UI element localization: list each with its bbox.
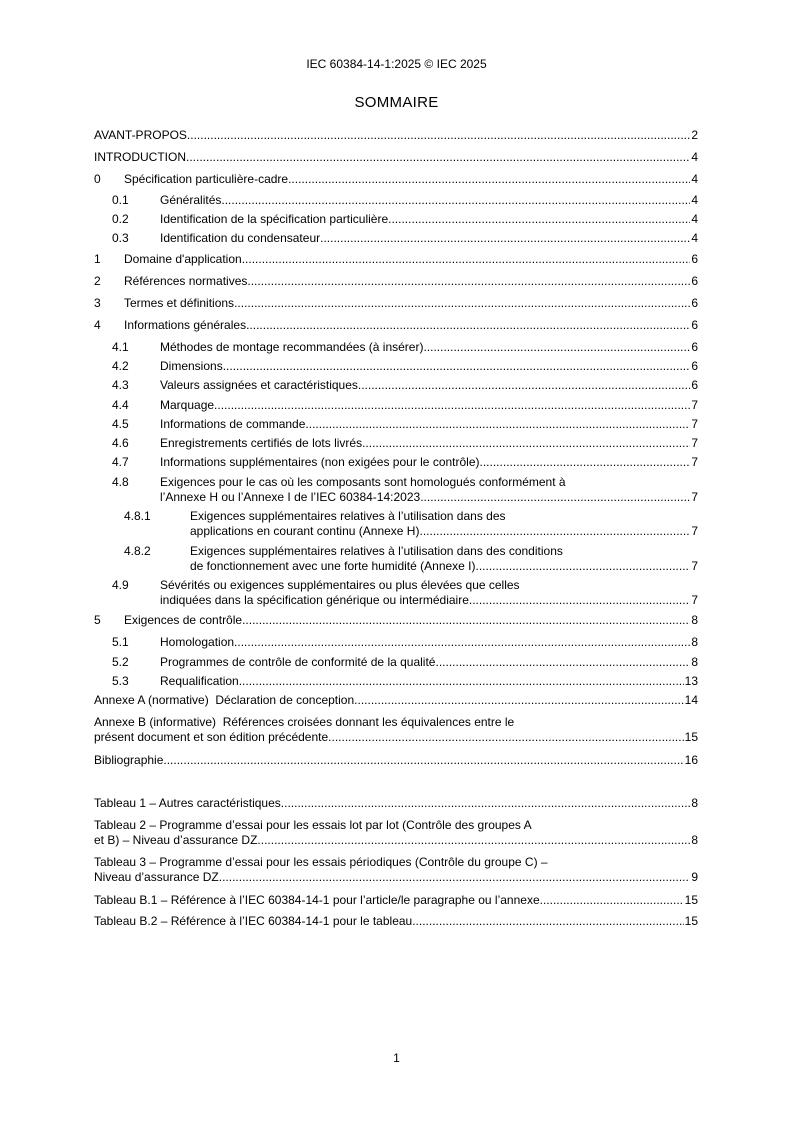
toc-entry-4[interactable] <box>94 318 698 333</box>
toc-entry-5-1[interactable] <box>112 635 698 650</box>
toc-entry-number: 0.3 <box>112 231 129 245</box>
page-header: IEC 60384-14-1:2025 © IEC 2025 <box>306 57 487 71</box>
table-list-entry-3[interactable] <box>94 855 698 885</box>
table-list-entry-2[interactable] <box>94 818 698 848</box>
table-entry-label: Tableau B.2 – Référence à l’IEC 60384-14-1 pour le tableau <box>94 914 413 928</box>
toc-entry-number: 4.1 <box>112 340 129 354</box>
toc-entry-page: 7 <box>691 593 698 607</box>
toc-entry-label: Termes et définitions <box>124 296 235 310</box>
page-title: SOMMAIRE <box>354 94 439 111</box>
toc-entry-page: 14 <box>684 693 698 707</box>
toc-entry-label: applications en courant continu (Annexe H) <box>190 524 420 538</box>
toc-entry-number: 2 <box>94 274 101 288</box>
toc-entry-label: indiquées dans la spécification générique ou intermédiaire <box>160 593 469 607</box>
toc-entry-label: de fonctionnement avec une forte humidité (Annexe I) <box>190 559 476 573</box>
toc-entry-page: 7 <box>691 559 698 573</box>
toc-entry-label: l’Annexe H ou l’Annexe I de l’IEC 60384-14:2023 <box>160 490 421 504</box>
toc-entry-number: 4.6 <box>112 436 129 450</box>
table-entry-page: 8 <box>691 833 698 847</box>
toc-entry-page: 7 <box>691 524 698 538</box>
table-entry-label: Tableau B.1 – Référence à l’IEC 60384-14-1 pour l’article/le paragraphe ou l’annexe <box>94 893 540 907</box>
toc-entry-4-2[interactable] <box>112 359 698 374</box>
toc-entry-4-6[interactable] <box>112 436 698 451</box>
toc-entry-5[interactable] <box>94 613 698 628</box>
toc-entry-label: Informations de commande <box>160 417 306 431</box>
toc-entry-label: Marquage <box>160 398 215 412</box>
toc-entry-number: 0 <box>94 172 101 186</box>
toc-entry-bibliographie[interactable] <box>94 753 698 768</box>
toc-entry-label: Identification de la spécification particulière <box>160 212 389 226</box>
toc-entry-0-1[interactable] <box>112 193 698 208</box>
toc-entry-label: Bibliographie <box>94 753 164 767</box>
toc-entry-4-8[interactable] <box>112 475 698 505</box>
toc-entry-page: 4 <box>691 150 698 164</box>
toc-entry-page: 13 <box>684 674 698 688</box>
toc-entry-number: 4.3 <box>112 378 129 392</box>
toc-entry-page: 4 <box>691 193 698 207</box>
toc-entry-page: 4 <box>691 212 698 226</box>
toc-entry-label: Exigences de contrôle <box>124 613 243 627</box>
toc-entry-4-7[interactable] <box>112 455 698 470</box>
toc-entry-page: 7 <box>691 455 698 469</box>
toc-entry-4-1[interactable] <box>112 340 698 355</box>
toc-entry-4-4[interactable] <box>112 398 698 413</box>
toc-entry-label: Informations générales <box>124 318 247 332</box>
table-entry-page: 15 <box>684 893 698 907</box>
toc-entry-page: 6 <box>691 318 698 332</box>
toc-entry-page: 7 <box>691 417 698 431</box>
toc-entry-annexe-a[interactable] <box>94 693 698 708</box>
toc-entry-label: Domaine d'application <box>124 252 242 266</box>
page-number: 1 <box>393 1051 400 1065</box>
toc-entry-label: Références normatives <box>124 274 248 288</box>
toc-entry-page: 4 <box>691 172 698 186</box>
toc-entry-page: 4 <box>691 231 698 245</box>
toc-entry-number: 5.2 <box>112 655 129 669</box>
toc-entry-number: 4.5 <box>112 417 129 431</box>
toc-entry-4-5[interactable] <box>112 417 698 432</box>
toc-entry-label: Annexe A (normative) Déclaration de conception <box>94 693 355 707</box>
toc-entry-number: 4.9 <box>112 578 129 592</box>
toc-entry-number: 5.3 <box>112 674 129 688</box>
toc-entry-label: Programmes de contrôle de conformité de la qualité <box>160 655 436 669</box>
table-entry-page: 8 <box>691 796 698 810</box>
toc-entry-number: 4.8.2 <box>124 544 151 558</box>
toc-entry-page: 8 <box>691 635 698 649</box>
toc-entry-page: 16 <box>684 753 698 767</box>
toc-entry-number: 0.2 <box>112 212 129 226</box>
table-entry-label: Tableau 1 – Autres caractéristiques <box>94 796 281 810</box>
toc-entry-label-line1: Exigences supplémentaires relatives à l’utilisation dans des conditions <box>190 544 563 558</box>
toc-entry-1[interactable] <box>94 252 698 267</box>
toc-entry-number: 4.7 <box>112 455 129 469</box>
toc-entry-4-3[interactable] <box>112 378 698 393</box>
toc-entry-avant-propos[interactable] <box>94 128 698 143</box>
toc-entry-page: 6 <box>691 378 698 392</box>
toc-entry-label-line1: Exigences pour le cas où les composants sont homologués conformément à <box>160 475 566 489</box>
toc-entry-label: Enregistrements certifiés de lots livrés <box>160 436 363 450</box>
toc-entry-page: 15 <box>684 730 698 744</box>
toc-entry-label: AVANT-PROPOS <box>94 128 187 142</box>
toc-entry-label: présent document et son édition précédente <box>94 730 329 744</box>
toc-entry-page: 7 <box>691 490 698 504</box>
toc-entry-page: 6 <box>691 359 698 373</box>
toc-entry-label: Méthodes de montage recommandées (à insérer) <box>160 340 424 354</box>
toc-entry-page: 6 <box>691 296 698 310</box>
toc-entry-label: Informations supplémentaires (non exigées pour le contrôle) <box>160 455 480 469</box>
toc-entry-annexe-b[interactable] <box>94 715 698 745</box>
toc-entry-number: 4.8 <box>112 475 129 489</box>
toc-entry-number: 0.1 <box>112 193 129 207</box>
toc-entry-label-line1: Annexe B (informative) Références croisées donnant les équivalences entre le <box>94 715 515 729</box>
toc-entry-label: Spécification particulière-cadre <box>124 172 289 186</box>
toc-entry-3[interactable] <box>94 296 698 311</box>
toc-entry-number: 4.8.1 <box>124 509 151 523</box>
toc-entry-0[interactable] <box>94 172 698 187</box>
toc-entry-2[interactable] <box>94 274 698 289</box>
toc-entry-label: Requalification <box>160 674 239 688</box>
toc-entry-page: 8 <box>691 613 698 627</box>
toc-entry-4-9[interactable] <box>112 578 698 608</box>
toc-entry-page: 7 <box>691 398 698 412</box>
toc-entry-page: 8 <box>691 655 698 669</box>
toc-entry-page: 6 <box>691 340 698 354</box>
toc-entry-0-2[interactable] <box>112 212 698 227</box>
table-entry-page: 9 <box>691 870 698 884</box>
table-list-entry-b1[interactable] <box>94 893 698 908</box>
toc-entry-label-line1: Sévérités ou exigences supplémentaires ou plus élevées que celles <box>160 578 520 592</box>
toc-entry-label: Valeurs assignées et caractéristiques <box>160 378 358 392</box>
toc-entry-label: Identification du condensateur <box>160 231 321 245</box>
table-entry-label: et B) – Niveau d’assurance DZ <box>94 833 258 847</box>
table-list-entry-b2[interactable] <box>94 914 698 929</box>
toc-entry-0-3[interactable] <box>112 231 698 246</box>
toc-entry-number: 4 <box>94 318 101 332</box>
toc-entry-introduction[interactable] <box>94 150 698 165</box>
toc-entry-5-2[interactable] <box>112 655 698 670</box>
toc-entry-page: 6 <box>691 274 698 288</box>
toc-entry-4-8-1[interactable] <box>124 509 698 539</box>
toc-entry-number: 1 <box>94 252 101 266</box>
toc-entry-page: 7 <box>691 436 698 450</box>
toc-entry-number: 5 <box>94 613 101 627</box>
toc-entry-label: Généralités <box>160 193 222 207</box>
table-entry-label-line1: Tableau 2 – Programme d’essai pour les essais lot par lot (Contrôle des groupes A <box>94 818 532 832</box>
toc-entry-number: 5.1 <box>112 635 129 649</box>
toc-entry-number: 3 <box>94 296 101 310</box>
table-list-entry-1[interactable] <box>94 796 698 811</box>
toc-entry-label-line1: Exigences supplémentaires relatives à l’utilisation dans des <box>190 509 506 523</box>
toc-entry-page: 6 <box>691 252 698 266</box>
toc-entry-5-3[interactable] <box>112 674 698 689</box>
toc-entry-label: Homologation <box>160 635 235 649</box>
toc-entry-label: Dimensions <box>160 359 223 373</box>
toc-entry-number: 4.2 <box>112 359 129 373</box>
toc-entry-number: 4.4 <box>112 398 129 412</box>
table-entry-page: 15 <box>684 914 698 928</box>
toc-entry-page: 2 <box>691 128 698 142</box>
toc-entry-label: INTRODUCTION <box>94 150 186 164</box>
table-entry-label: Niveau d’assurance DZ <box>94 870 219 884</box>
toc-entry-4-8-2[interactable] <box>124 544 698 574</box>
table-entry-label-line1: Tableau 3 – Programme d’essai pour les essais périodiques (Contrôle du groupe C) – <box>94 855 548 869</box>
